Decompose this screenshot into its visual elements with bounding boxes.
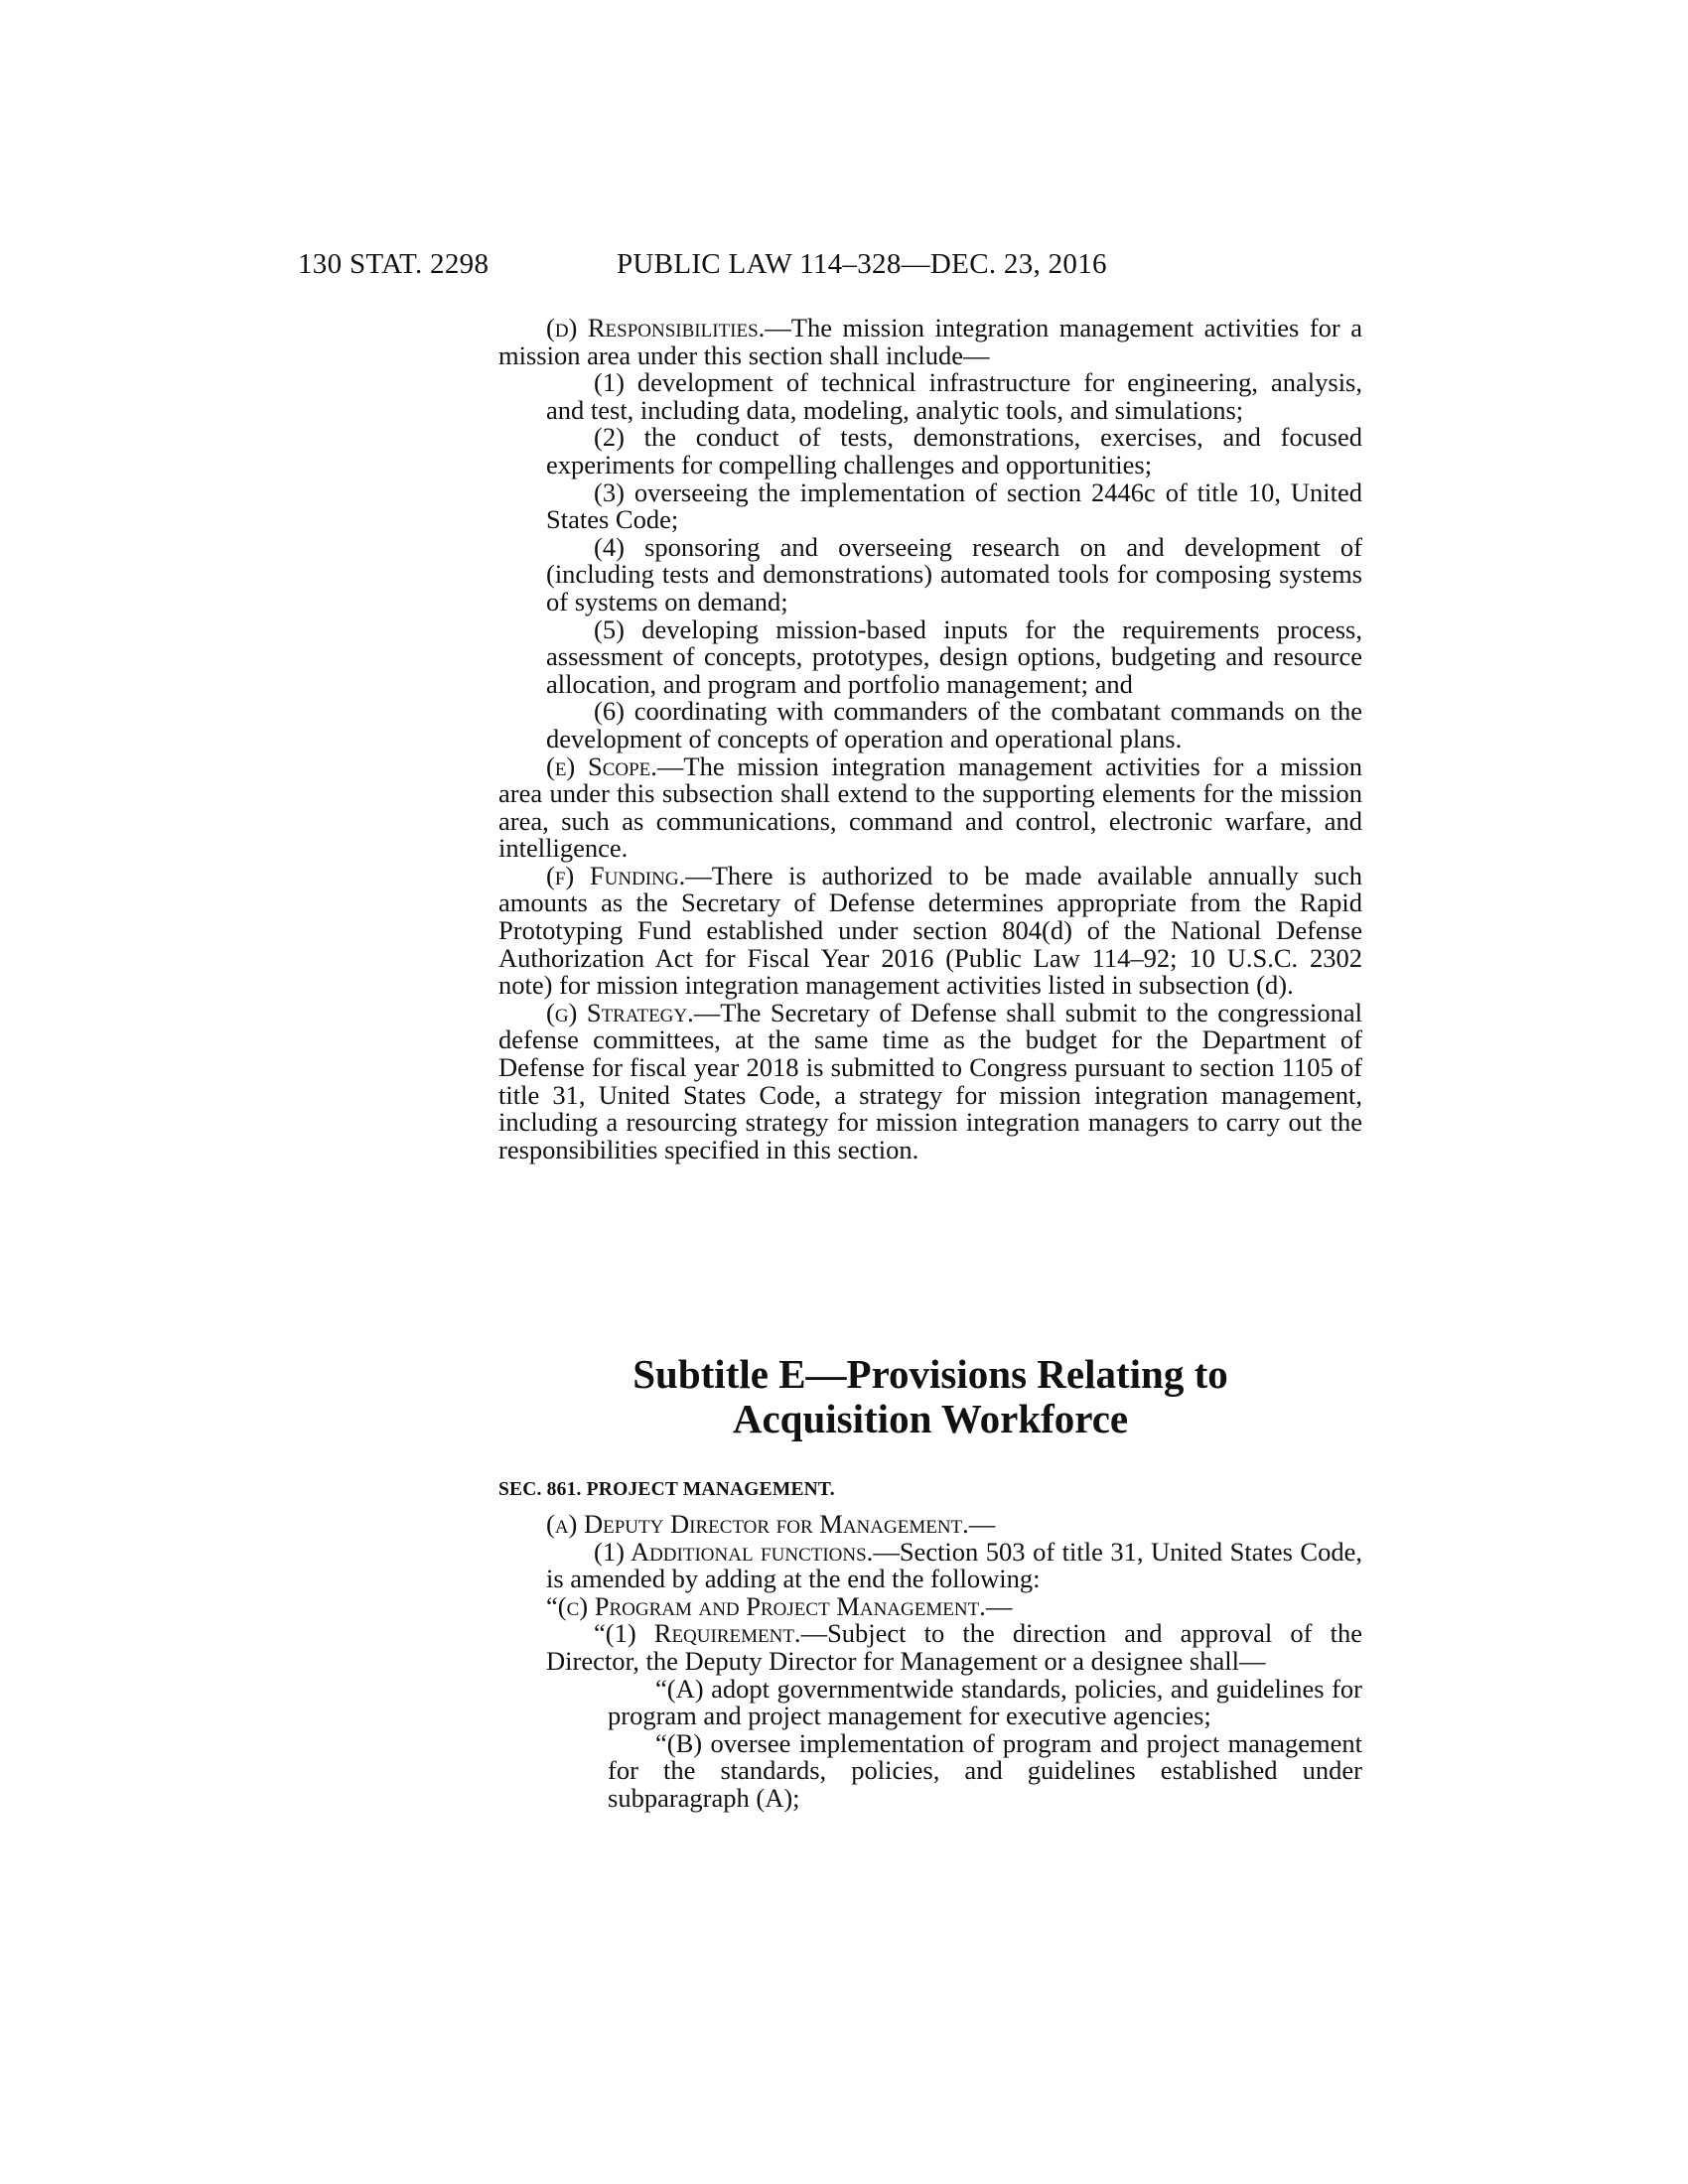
paragraph-a [498,1511,1362,1539]
paragraph-d6: (6) coordinating with commanders of the combatant commands on the development of concepts of operation and operational plans. [546,696,1362,753]
paragraph-dash: — [968,1509,996,1539]
subtitle-heading [498,1352,1362,1441]
paragraph-e [498,753,1362,863]
paragraph-c1 [498,1620,1362,1675]
paragraph-d2: (2) the conduct of tests, demonstrations, exercises, and focused experiments for compelling challenges and opportunities; [546,422,1362,479]
paragraph-d5: (5) developing mission-based inputs for the requirements process, assessment of concepts, prototypes, design options, budgeting and resource allocation, and program and portfolio management; and [546,614,1362,699]
paragraph-cA: “(A) adopt governmentwide standards, policies, and guidelines for program and project management for executive agencies; [608,1673,1362,1731]
main-text-block [498,315,1362,1163]
paragraph-text: —Section 503 of title 31, United States Code, is amended by adding at the end the following: [546,1536,1362,1594]
public-law-citation: PUBLIC LAW 114–328—DEC. 23, 2016 [617,248,1107,280]
paragraph-heading: (e) Scope. [546,751,657,781]
paragraph-heading: “(c) Program and Project Management. [546,1590,986,1621]
stat-page-number: 130 STAT. 2298 [298,248,490,280]
paragraph-g [498,997,1362,1164]
section-text-block [498,1511,1362,1813]
paragraph-heading: (f) Funding. [546,860,686,890]
paragraph-text: —The mission integration management activities for a mission area under this subsection shall extend to the supporting elements for the mission area, such as communications, command and control, electronic warfare, and intelligence. [498,751,1363,864]
paragraph-heading: (d) Responsibilities. [546,313,766,342]
paragraph-c [498,1590,1362,1621]
paragraph-heading: “(1) Requirement. [594,1618,801,1649]
paragraph-text: —Subject to the direction and approval of the Director, the Deputy Director for Management or a designee shall— [546,1618,1362,1676]
paragraph-dash: — [985,1590,1013,1621]
paragraph-heading: (g) Strategy. [546,997,694,1027]
paragraph-d1: (1) development of technical infrastructure for engineering, analysis, and test, including data, modeling, analytic tools, and simulations; [546,367,1362,425]
paragraph-text: —There is authorized to be made available annually such amounts as the Secretary of Defense determines appropriate from the Rapid Prototyping Fund established under section 804(d) of the National Defense Authorization Act for Fiscal Year 2016 (Public Law 114–92; 10 U.S.C. 2302 note) for mission integration management activities listed in subsection (d). [498,860,1362,1001]
paragraph-text: —The Secretary of Defense shall submit to the congressional defense committees, at the same time as the budget for the Department of Defense for fiscal year 2018 is submitted to Congress pursuant to section 1105 of title 31, United States Code, a strategy for mission integration management, including a resourcing strategy for mission integration managers to carry out the responsibilities specified in this section. [498,997,1362,1164]
paragraph-a1 [498,1536,1362,1594]
paragraph-cB: “(B) oversee implementation of program and project management for the standards, policies, and guidelines established under subparagraph (A); [608,1727,1362,1813]
subtitle-line-2: Acquisition Workforce [732,1396,1129,1441]
subtitle-line-1: Subtitle E—Provisions Relating to [633,1351,1228,1397]
paragraph-heading: (1) Additional functions. [594,1536,874,1567]
section-heading: SEC. 861. PROJECT MANAGEMENT. [498,1479,835,1500]
paragraph-text: —The mission integration management activities for a mission area under this section shall include— [498,313,1362,370]
paragraph-heading: (a) Deputy Director for Management. [546,1509,969,1539]
paragraph-d [498,315,1362,369]
paragraph-d4: (4) sponsoring and overseeing research on and development of (including tests and demonstrations) automated tools for composing systems of systems on demand; [546,531,1362,616]
paragraph-d3: (3) overseeing the implementation of section 2446c of title 10, United States Code; [546,477,1362,535]
paragraph-f [498,860,1362,1001]
page-header [298,244,1291,284]
